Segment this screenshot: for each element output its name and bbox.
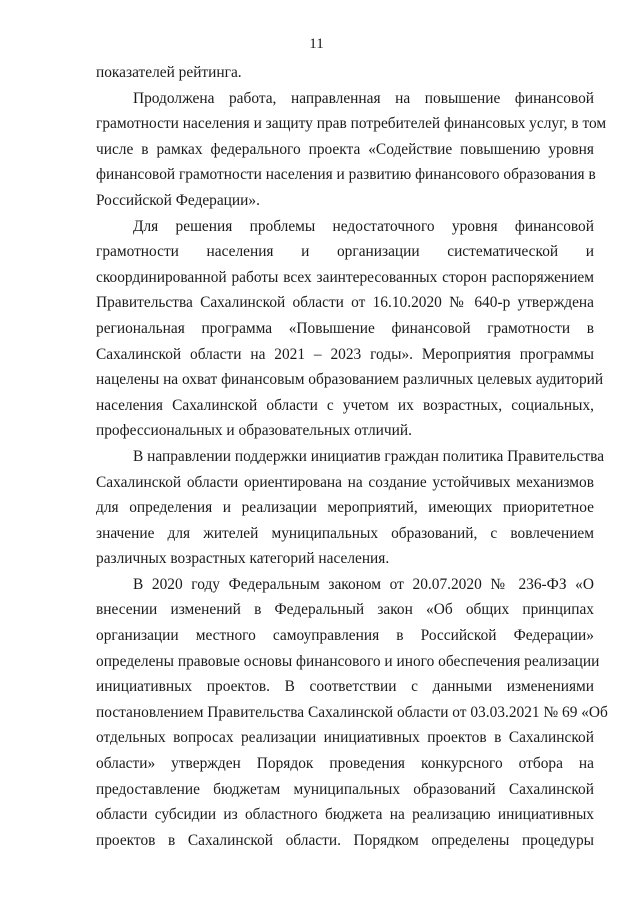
text-line: Сахалинской области ориентирована на создание устойчивых механизмов — [96, 473, 594, 491]
text-line: показателей рейтинга. — [96, 64, 242, 81]
text-line: В 2020 году Федеральным законом от 20.07.2020 № 236-ФЗ «О — [133, 575, 594, 593]
text-line: постановлением Правительства Сахалинской области от 03.03.2021 № 69 «Об — [96, 703, 608, 721]
text-line: определены правовые основы финансового и иного обеспечения реализации — [96, 652, 600, 670]
paragraph — [96, 60, 594, 86]
text-line: В направлении поддержки инициатив граждан политика Правительства — [133, 447, 605, 465]
text-line: грамотности населения и организации систематической и — [96, 243, 594, 261]
text-line: грамотности населения и защиту прав потребителей финансовых услуг, в том — [96, 115, 607, 133]
paragraph — [96, 214, 604, 444]
text-line: предоставление бюджетам муниципальных образований Сахалинской — [96, 780, 594, 798]
text-line: населения Сахалинской области с учетом их возрастных, социальных, — [96, 396, 594, 414]
text-line: области субсидии из областного бюджета на реализацию инициативных — [96, 806, 594, 824]
text-line: Для решения проблемы недостаточного уровня финансовой — [133, 217, 594, 235]
text-line: Российской Федерации». — [96, 191, 260, 209]
text-line: проектов в Сахалинской области. Порядком определены процедуры — [96, 831, 594, 849]
text-line: Продолжена работа, направленная на повышение финансовой — [133, 89, 594, 107]
text-line: различных возрастных категорий населения. — [96, 550, 390, 568]
text-line: области» утвержден Порядок проведения конкурсного отбора на — [96, 755, 594, 773]
text-line: для определения и реализации мероприятий, имеющих приоритетное — [96, 499, 594, 517]
text-line: инициативных проектов. В соответствии с данными изменениями — [96, 678, 594, 696]
paragraph — [96, 86, 607, 214]
text-line: внесении изменений в Федеральный закон «Об общих принципах — [96, 601, 594, 619]
page-number: 11 — [309, 36, 324, 52]
text-line: финансовой грамотности населения и развитию финансового образования в — [96, 166, 596, 184]
text-line: отдельных вопросах реализации инициативных проектов в Сахалинской — [96, 729, 594, 747]
text-line: значение для жителей муниципальных образований, с вовлечением — [96, 524, 594, 542]
paragraph — [96, 572, 608, 854]
text-line: скоординированной работы всех заинтересованных сторон распоряжением — [96, 268, 594, 286]
text-line: нацелены на охват финансовым образованием различных целевых аудиторий — [96, 371, 604, 389]
text-line: организации местного самоуправления в Российской Федерации» — [96, 627, 594, 645]
text-line: региональная программа «Повышение финансовой грамотности в — [96, 319, 594, 337]
text-line: Правительства Сахалинской области от 16.10.2020 № 640-р утверждена — [96, 294, 594, 312]
text-line: Сахалинской области на 2021 – 2023 годы». Мероприятия программы — [96, 345, 594, 363]
text-line: профессиональных и образовательных отличий. — [96, 422, 412, 440]
document-body — [96, 60, 608, 853]
paragraph — [96, 444, 605, 572]
text-line: числе в рамках федерального проекта «Содействие повышению уровня — [96, 140, 594, 158]
